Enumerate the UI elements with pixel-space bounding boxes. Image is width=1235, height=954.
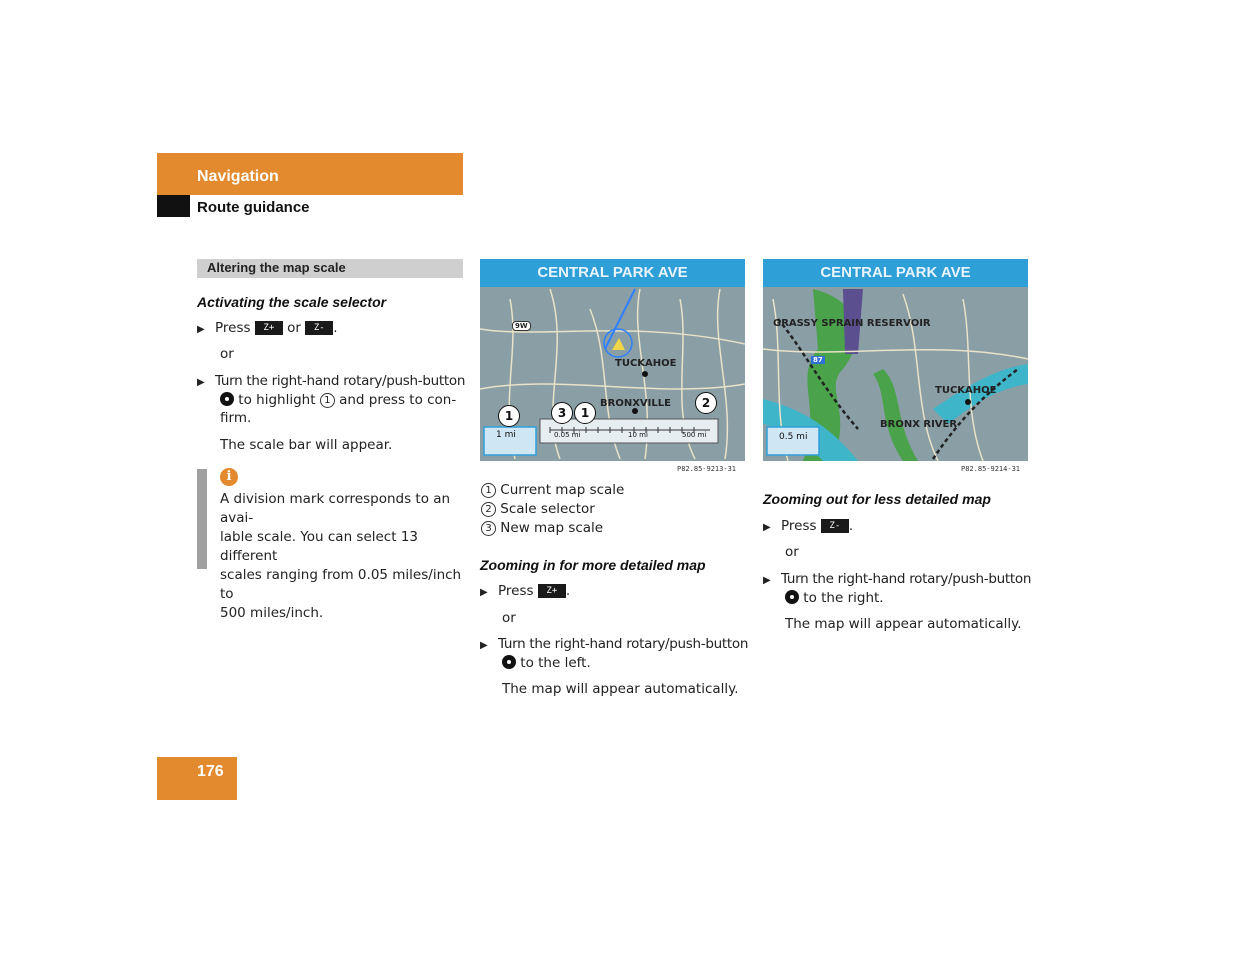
middle-step2: ▶ Turn the right-hand rotary/push-button: [480, 636, 749, 652]
left-step2: ▶ Turn the right-hand rotary/push-button: [197, 373, 466, 389]
map-graphic: [763, 259, 1028, 461]
figure-caption: P82.85-9214-31: [961, 465, 1021, 473]
middle-step2-line2: to the left.: [502, 654, 591, 673]
legend: [481, 481, 624, 538]
callout-1: 1: [498, 405, 520, 427]
scale-tick-label: 10 mi: [628, 431, 648, 439]
left-heading: Activating the scale selector: [197, 294, 387, 310]
right-heading: Zooming out for less detailed map: [763, 491, 991, 507]
page-number: 176: [197, 763, 224, 780]
rotary-knob-icon: [785, 590, 799, 604]
topic-bar: [197, 259, 463, 278]
scale-tick-label: 0.05 mi: [554, 431, 581, 439]
right-step2-line2: to the right.: [785, 589, 884, 608]
zoom-in-key: Z+: [538, 584, 566, 598]
middle-step1: ▶ Press Z+ .: [480, 583, 571, 599]
bullet-icon: ▶: [763, 575, 771, 586]
zoom-out-key: Z-: [821, 519, 849, 533]
middle-result: The map will appear automatically.: [502, 681, 739, 697]
current-scale-label: 1 mi: [496, 430, 516, 440]
bullet-icon: ▶: [197, 377, 205, 388]
route-shield: 9W: [512, 321, 531, 331]
info-icon: i: [220, 468, 238, 486]
map-zoom-out: [763, 259, 1028, 461]
right-or: or: [785, 544, 799, 560]
rotary-knob-icon: [502, 655, 516, 669]
callout-2: 2: [695, 392, 717, 414]
left-step2-line2: to highlight 1 and press to con-: [220, 391, 456, 410]
map-label-bronx-river: BRONX RIVER: [880, 419, 958, 430]
current-scale-label: 0.5 mi: [779, 432, 808, 442]
map-label-tuckahoe: TUCKAHOE: [615, 358, 677, 369]
left-step2-line3: firm.: [220, 410, 252, 426]
right-step1: ▶ Press Z- .: [763, 518, 854, 534]
subsection-title: Route guidance: [197, 199, 310, 216]
left-result: The scale bar will appear.: [220, 437, 393, 453]
section-title: Navigation: [197, 168, 279, 185]
bullet-icon: ▶: [197, 324, 205, 335]
bullet-icon: ▶: [480, 587, 488, 598]
right-result: The map will appear automatically.: [785, 616, 1022, 632]
map-street-label: CENTRAL PARK AVE: [820, 264, 971, 281]
legend-item: 2 Scale selector: [481, 500, 624, 519]
subsection-marker: [157, 195, 190, 217]
left-or: or: [220, 346, 234, 362]
topic-title: Altering the map scale: [207, 260, 346, 275]
scale-tick-label: 500 mi: [682, 431, 707, 439]
map-label-bronxville: BRONXVILLE: [600, 398, 671, 409]
info-bar: [197, 469, 207, 569]
legend-item: 3 New map scale: [481, 519, 624, 538]
zoom-in-key: Z+: [255, 321, 283, 335]
rotary-knob-icon: [220, 392, 234, 406]
map-label-tuckahoe: TUCKAHOE: [935, 385, 997, 396]
legend-item: 1 Current map scale: [481, 481, 624, 500]
callout-3: 3: [551, 402, 573, 424]
right-step2: ▶ Turn the right-hand rotary/push-button: [763, 571, 1032, 587]
figure-caption: P82.85-9213-31: [677, 465, 737, 473]
map-street-label: CENTRAL PARK AVE: [537, 264, 688, 281]
middle-or: or: [502, 610, 516, 626]
info-text: A division mark corresponds to an avai- lable scale. You can select 13 different scales ranging from 0.05 miles/inch to 500 miles/inch.: [220, 491, 462, 621]
map-zoom-in: [480, 259, 745, 461]
bullet-icon: ▶: [480, 640, 488, 651]
callout-1b: 1: [574, 402, 596, 424]
left-step1: ▶ Press Z+ or Z- .: [197, 320, 338, 336]
map-label-reservoir: GRASSY SPRAIN RESERVOIR: [773, 318, 931, 329]
zoom-out-key: Z-: [305, 321, 333, 335]
route-shield: 87: [813, 356, 823, 364]
page-number-box: [157, 757, 237, 800]
middle-heading: Zooming in for more detailed map: [480, 557, 706, 573]
bullet-icon: ▶: [763, 522, 771, 533]
callout-number: 1: [320, 393, 335, 408]
